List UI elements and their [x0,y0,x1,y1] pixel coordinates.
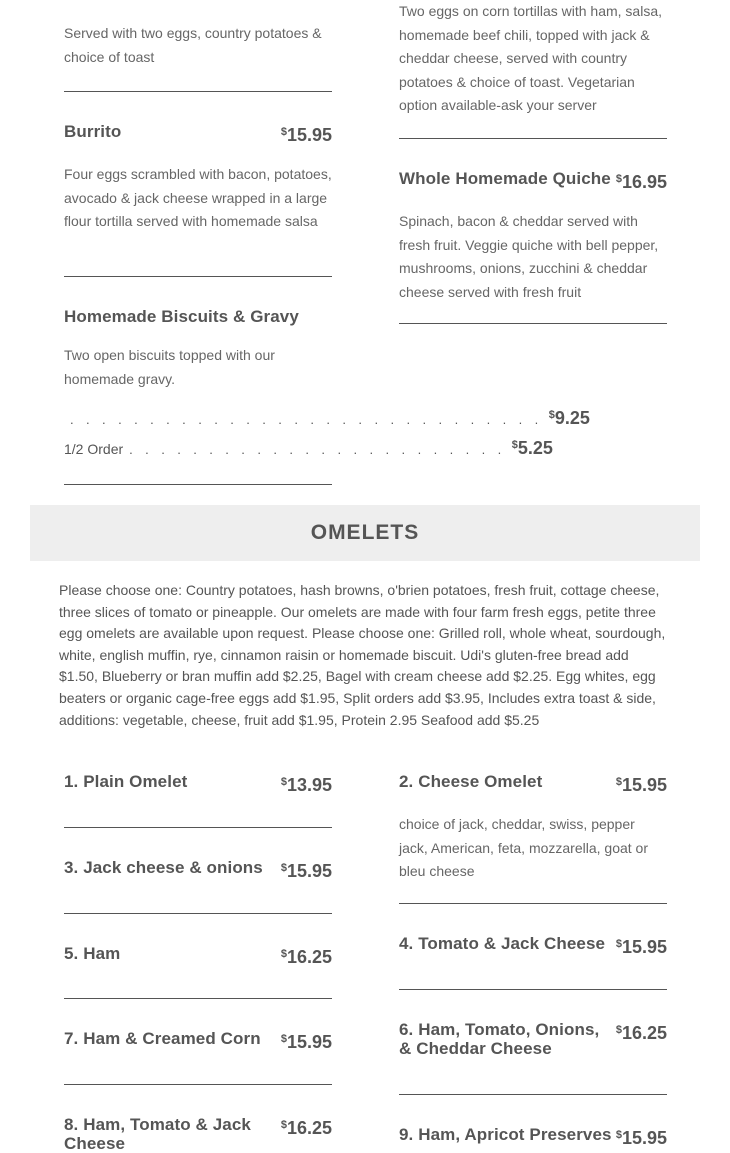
item-name: 5. Ham [64,944,121,963]
menu-item-jack-onions[interactable] [64,858,332,881]
section-title: OMELETS [310,521,420,544]
option-row-half[interactable] [64,438,553,459]
item-price: $15.95 [615,775,667,795]
item-name: 9. Ham, Apricot Preserves [399,1125,612,1144]
item-name: 4. Tomato & Jack Cheese [399,934,606,953]
dot-leader: . . . . . . . . . . . . . . . . . . . . . . . . [129,442,506,457]
currency-symbol: $ [280,126,287,138]
item-description: Spinach, bacon & cheddar served with fresh fruit. Veggie quiche with bell pepper, mushrooms, onions, zucchini & cheddar cheese served with fresh fruit [399,213,659,300]
item-price: $15.95 [280,125,332,145]
divider [64,827,332,828]
menu-item[interactable] [399,0,667,118]
menu-item-burrito[interactable] [64,122,332,234]
item-price: $16.25 [280,947,332,967]
item-description: choice of jack, cheddar, swiss, pepper jack, American, feta, mozzarella, goat or bleu cheese [399,816,648,879]
item-description: Two eggs on corn tortillas with ham, salsa, homemade beef chili, topped with jack & cheddar cheese, served with country potatoes & choice of toast. Vegetarian option available-ask your server [399,3,663,113]
item-name: Whole Homemade Quiche [399,169,611,188]
item-name: 3. Jack cheese & onions [64,858,263,877]
item-name: 2. Cheese Omelet [399,772,543,791]
option-label: 1/2 Order [64,441,124,457]
menu-item-plain-omelet[interactable] [64,772,332,795]
item-price: $15.95 [615,1128,667,1148]
menu-item-ham-tomato-onions-cheddar[interactable] [399,1020,667,1058]
divider [64,91,332,92]
menu-item-ham-tomato-jack[interactable] [64,1115,332,1153]
item-price: $16.25 [280,1118,332,1138]
menu-item[interactable] [64,22,332,69]
item-name: 8. Ham, Tomato & Jack Cheese [64,1115,251,1153]
item-price: $16.95 [615,172,667,192]
menu-item-quiche[interactable] [399,169,667,304]
option-price: $9.25 [548,408,590,428]
menu-item-ham-apricot[interactable] [399,1125,667,1148]
item-name: Burrito [64,122,122,141]
divider [399,1094,667,1095]
item-price: $15.95 [280,1032,332,1052]
divider [64,913,332,914]
item-price: $13.95 [280,775,332,795]
option-row-full[interactable] [64,408,590,429]
item-price: $15.95 [280,861,332,881]
menu-item-cheese-omelet[interactable] [399,772,667,884]
item-name: 6. Ham, Tomato, Onions, & Cheddar Cheese [399,1020,600,1058]
divider [399,903,667,904]
divider [64,276,332,277]
item-price: $16.25 [615,1023,667,1043]
item-name: 1. Plain Omelet [64,772,188,791]
menu-item-ham-creamed-corn[interactable] [64,1029,332,1052]
item-name: Homemade Biscuits & Gravy [64,307,299,326]
section-header-omelets [30,505,700,561]
menu-item-tomato-jack[interactable] [399,934,667,957]
dot-leader: . . . . . . . . . . . . . . . . . . . . . . . . . . . . . . [70,412,543,427]
item-price: $15.95 [615,937,667,957]
divider [64,484,332,485]
option-price: $5.25 [511,438,553,458]
divider [399,323,667,324]
menu-item-biscuits-gravy[interactable] [64,307,332,391]
menu-item-ham[interactable] [64,944,332,967]
divider [399,989,667,990]
section-intro: Please choose one: Country potatoes, hash browns, o'brien potatoes, fresh fruit, cottage cheese, three slices of tomato or pineapple. Our omelets are made with four farm fresh eggs, petite three egg omelets are available upon request. Please choose one: Grilled roll, whole wheat, sourdough, white, english muffin, rye, cinnamon raisin or homemade biscuit. Udi's gluten-free bread add $1.50, Blueberry or bran muffin add $2.25, Bagel with cream cheese add $2.25. Egg whites, egg beaters or organic cage-free eggs add $1.95, Split orders add $3.95, Includes extra toast & side, additions: vegetable, cheese, fruit add $1.95, Protein 2.95 Seafood add $5.25 [59,582,666,728]
item-description: Four eggs scrambled with bacon, potatoes, avocado & jack cheese wrapped in a large flour tortilla served with homemade salsa [64,166,332,229]
divider [64,998,332,999]
item-description: Two open biscuits topped with our homemade gravy. [64,347,275,387]
item-name: 7. Ham & Creamed Corn [64,1029,261,1048]
divider [399,138,667,139]
item-description: Served with two eggs, country potatoes & choice of toast [64,25,322,65]
divider [64,1084,332,1085]
